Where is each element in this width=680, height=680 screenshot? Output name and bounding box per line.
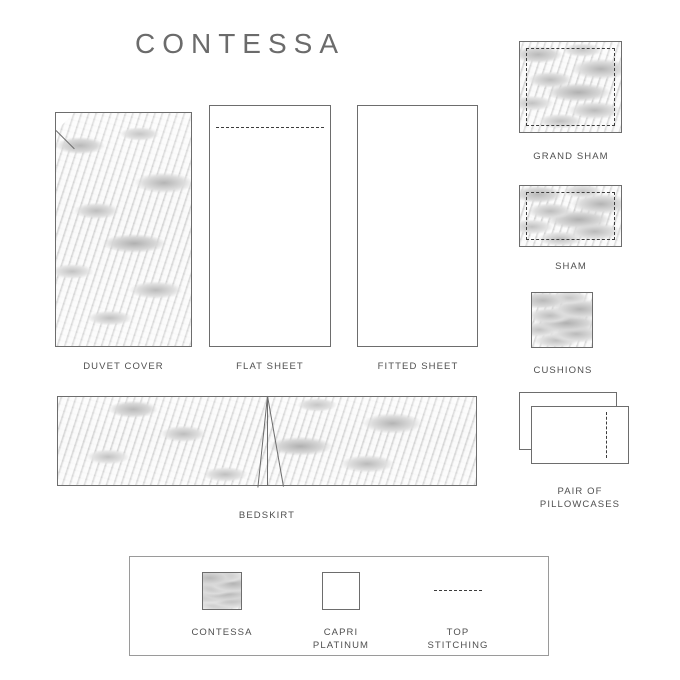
- legend-swatch-contessa: [202, 572, 242, 610]
- flat-sheet-top-stitching: [216, 127, 324, 128]
- legend-label-top-stitching-line2: STITCHING: [427, 640, 489, 651]
- sham-top-stitching: [526, 192, 615, 240]
- grand-sham-top-stitching: [526, 48, 615, 126]
- legend-swatch-capri-platinum: [322, 572, 360, 610]
- label-flat-sheet: FLAT SHEET: [236, 361, 304, 372]
- label-sham: SHAM: [555, 261, 587, 272]
- label-fitted-sheet: FITTED SHEET: [377, 361, 459, 372]
- cushions-shape: [531, 292, 593, 348]
- label-cushions: CUSHIONS: [533, 365, 593, 376]
- label-bedskirt: BEDSKIRT: [238, 510, 296, 521]
- legend-label-capri-platinum-line2: PLATINUM: [312, 640, 370, 651]
- label-pair-of-pillowcases-line2: PILLOWCASES: [539, 499, 621, 510]
- flat-sheet-shape: [209, 105, 331, 347]
- fitted-sheet-shape: [357, 105, 478, 347]
- pillowcase-top-stitching: [606, 412, 607, 458]
- pillowcase-front-shape: [531, 406, 629, 464]
- legend-label-contessa: CONTESSA: [191, 627, 253, 638]
- duvet-cover-fold-corner: [56, 113, 74, 131]
- label-duvet-cover: DUVET COVER: [83, 361, 164, 372]
- label-grand-sham: GRAND SHAM: [533, 151, 609, 162]
- legend-label-top-stitching-line1: TOP: [446, 627, 470, 638]
- duvet-cover-shape: [55, 112, 192, 347]
- legend-top-stitching-sample: [434, 590, 482, 591]
- legend-label-capri-platinum-line1: CAPRI: [323, 627, 359, 638]
- label-pair-of-pillowcases-line1: PAIR OF: [557, 486, 603, 497]
- bedskirt-pleat-center: [267, 396, 268, 486]
- page-title: CONTESSA: [134, 28, 346, 59]
